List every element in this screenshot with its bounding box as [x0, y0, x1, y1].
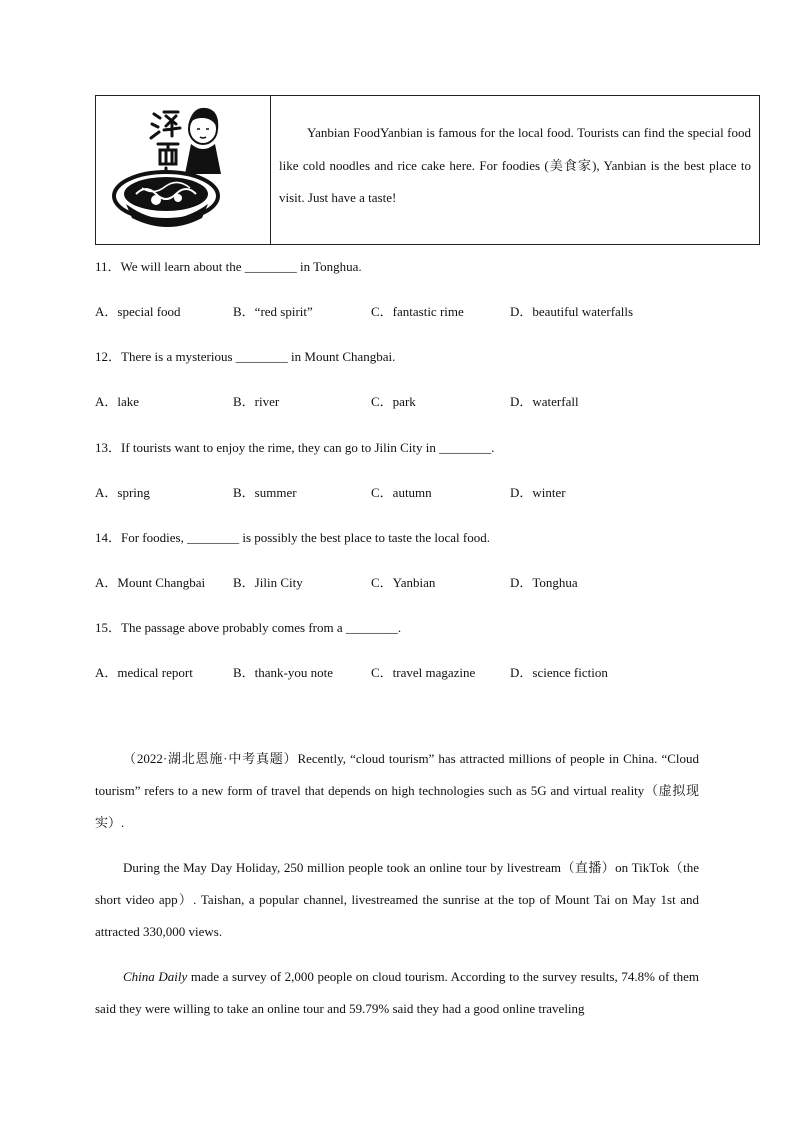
q13-option-c: C．autumn	[371, 485, 432, 500]
q13-option-b: B．summer	[233, 485, 297, 500]
cold-noodles-illustration-icon	[96, 96, 271, 244]
q11-option-b: B．“red spirit”	[233, 304, 313, 319]
newspaper-name: China Daily	[123, 969, 188, 984]
q13-option-a: A．spring	[95, 485, 150, 500]
food-passage: Yanbian FoodYanbian is famous for the local food. Tourists can find the special food like cold noodles and rice cake here. For foodies (美食家), Yanbian is the best place to visit. Just have a taste!	[279, 125, 751, 205]
question-14: 14．For foodies, ________ is possibly the best place to taste the local food.	[95, 530, 490, 545]
q15-option-c: C．travel magazine	[371, 665, 476, 680]
question-15: 15．The passage above probably comes from a ________.	[95, 620, 402, 635]
q14-option-a: A．Mount Changbai	[95, 575, 206, 590]
q15-option-a: A．medical report	[95, 665, 193, 680]
q15-option-d: D．science fiction	[510, 665, 608, 680]
food-table	[95, 95, 760, 245]
q11-option-c: C．fantastic rime	[371, 304, 464, 319]
q11-option-d: D．beautiful waterfalls	[510, 304, 634, 319]
article-paragraph-3	[95, 961, 699, 1025]
question-11: 11．We will learn about the ________ in Tonghua.	[95, 259, 362, 274]
q15-option-b: B．thank-you note	[233, 665, 334, 680]
article-paragraph-2: During the May Day Holiday, 250 million people took an online tour by livestream（直播）on TikTok（the short video app）. Taishan, a popular channel, livestreamed the sunrise at the top of Mount Tai on May 1st and attracted 330,000 views.	[95, 860, 699, 940]
q13-option-d: D．winter	[510, 485, 566, 500]
q14-option-c: C．Yanbian	[371, 575, 436, 590]
q12-option-b: B．river	[233, 394, 280, 409]
q14-option-d: D．Tonghua	[510, 575, 578, 590]
article-paragraph-1: （2022·湖北恩施·中考真题）Recently, “cloud tourism” has attracted millions of people in China. “Cloud tourism” refers to a new form of travel that depends on high technologies such as 5G and virtual reality（虚拟现实）.	[95, 751, 699, 831]
q12-option-d: D．waterfall	[510, 394, 579, 409]
q12-option-c: C．park	[371, 394, 416, 409]
q11-option-a: A．special food	[95, 304, 181, 319]
question-13: 13．If tourists want to enjoy the rime, they can go to Jilin City in ________.	[95, 440, 495, 455]
article-paragraph-3-text: made a survey of 2,000 people on cloud tourism. According to the survey results, 74.8% of them said they were willing to take an online tour and 59.79% said they had a good online traveling	[95, 969, 699, 1017]
q12-option-a: A．lake	[95, 394, 140, 409]
food-passage-cell	[271, 96, 759, 244]
question-12: 12．There is a mysterious ________ in Mount Changbai.	[95, 349, 396, 364]
q14-option-b: B．Jilin City	[233, 575, 303, 590]
